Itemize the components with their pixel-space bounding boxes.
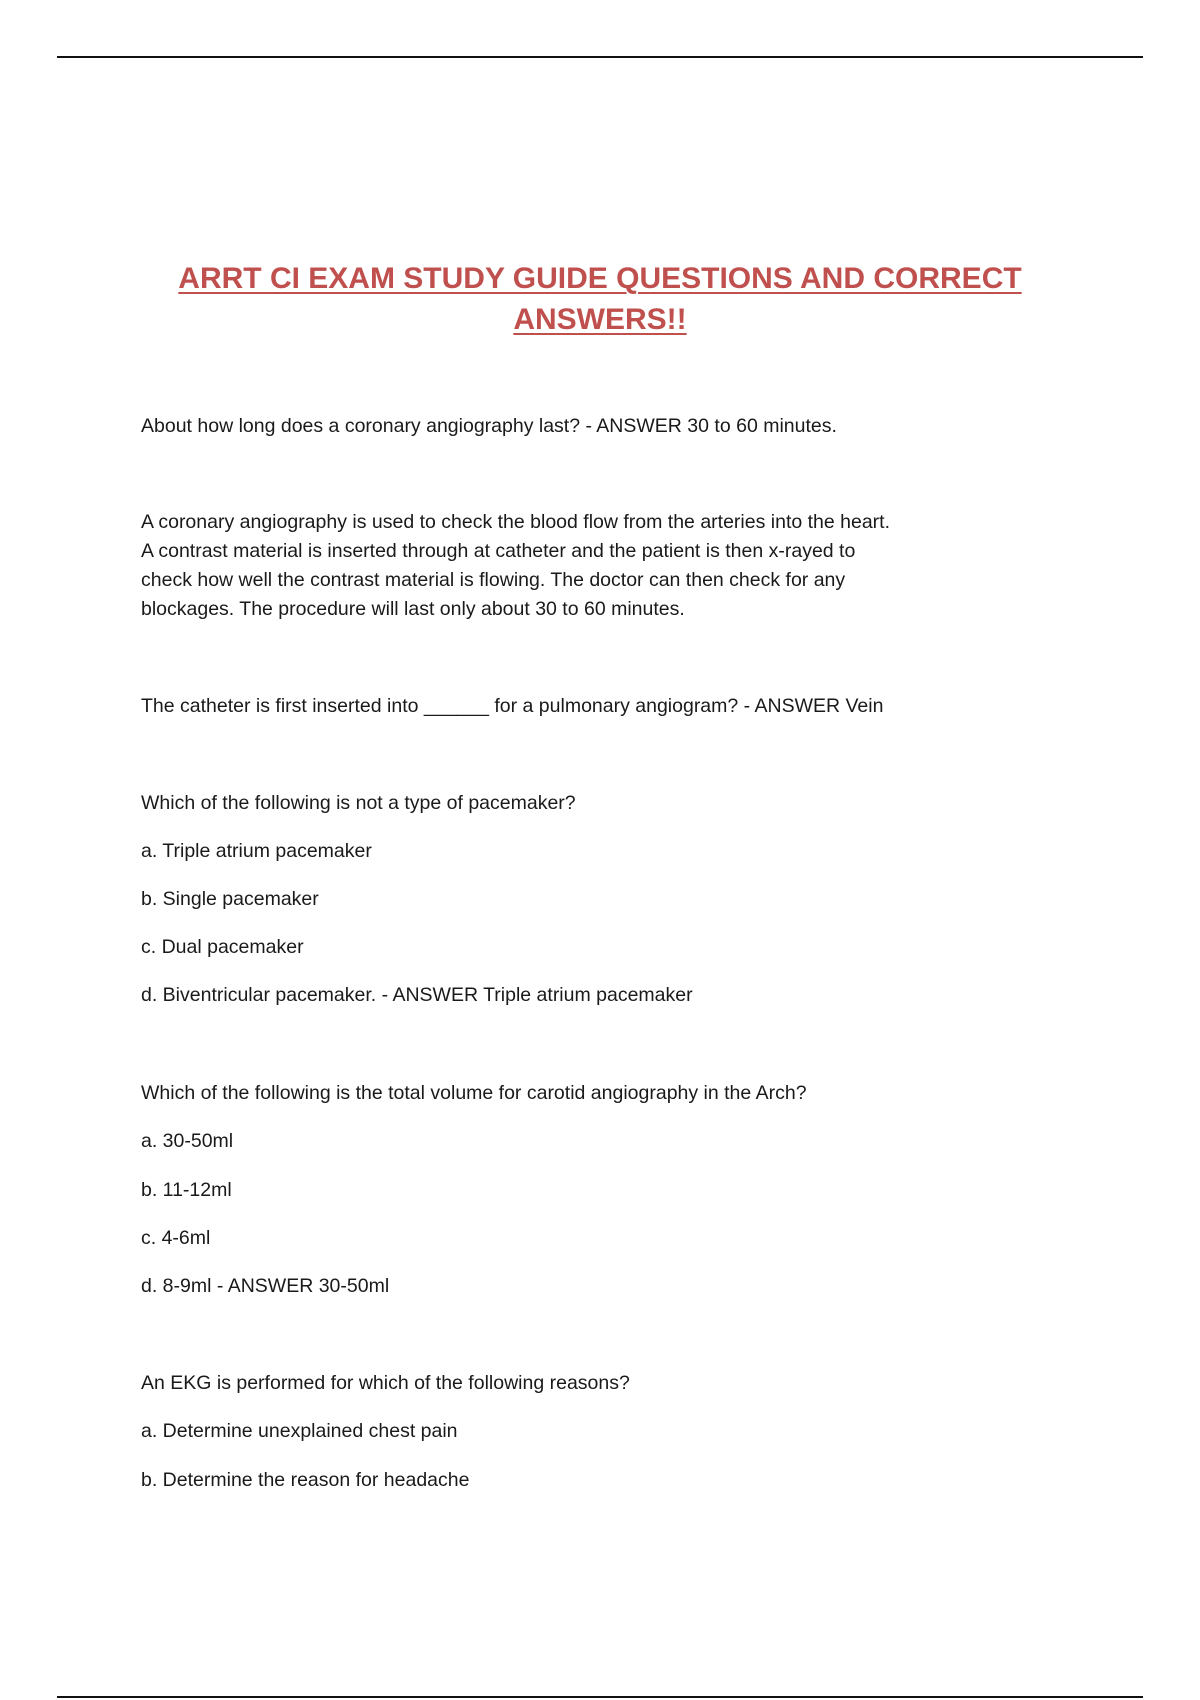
q3-option-c: c. Dual pacemaker: [141, 936, 304, 958]
q3-option-b: b. Single pacemaker: [141, 888, 319, 910]
q3-option-a: a. Triple atrium pacemaker: [141, 840, 372, 862]
explanation-line: A coronary angiography is used to check the blood flow from the arteries into the heart.: [141, 511, 891, 533]
title-line-2: ANSWERS!!: [513, 303, 687, 336]
question-4: Which of the following is the total volume for carotid angiography in the Arch?: [141, 1082, 807, 1104]
q3-option-d: d. Biventricular pacemaker. - ANSWER Triple atrium pacemaker: [141, 984, 693, 1006]
explanation-line: blockages. The procedure will last only about 30 to 60 minutes.: [141, 598, 685, 620]
q4-option-c: c. 4-6ml: [141, 1227, 211, 1249]
header-rule: [57, 56, 1143, 58]
question-5: An EKG is performed for which of the following reasons?: [141, 1372, 630, 1394]
q5-option-b: b. Determine the reason for headache: [141, 1469, 470, 1491]
document-title: [140, 258, 1060, 340]
q4-option-a: a. 30-50ml: [141, 1130, 234, 1152]
question-2: The catheter is first inserted into ______ for a pulmonary angiogram? - ANSWER Vein: [141, 695, 884, 717]
question-1: About how long does a coronary angiography last? - ANSWER 30 to 60 minutes.: [141, 415, 837, 437]
footer-rule: [57, 1696, 1143, 1698]
explanation-line: check how well the contrast material is flowing. The doctor can then check for any: [141, 569, 846, 591]
explanation-line: A contrast material is inserted through at catheter and the patient is then x-rayed to: [141, 540, 856, 562]
q4-option-b: b. 11-12ml: [141, 1179, 232, 1201]
q5-option-a: a. Determine unexplained chest pain: [141, 1420, 458, 1442]
title-line-1: ARRT CI EXAM STUDY GUIDE QUESTIONS AND CORRECT: [178, 262, 1022, 295]
question-3: Which of the following is not a type of pacemaker?: [141, 792, 576, 814]
explanation-paragraph: [141, 508, 1061, 624]
q4-option-d: d. 8-9ml - ANSWER 30-50ml: [141, 1275, 390, 1297]
